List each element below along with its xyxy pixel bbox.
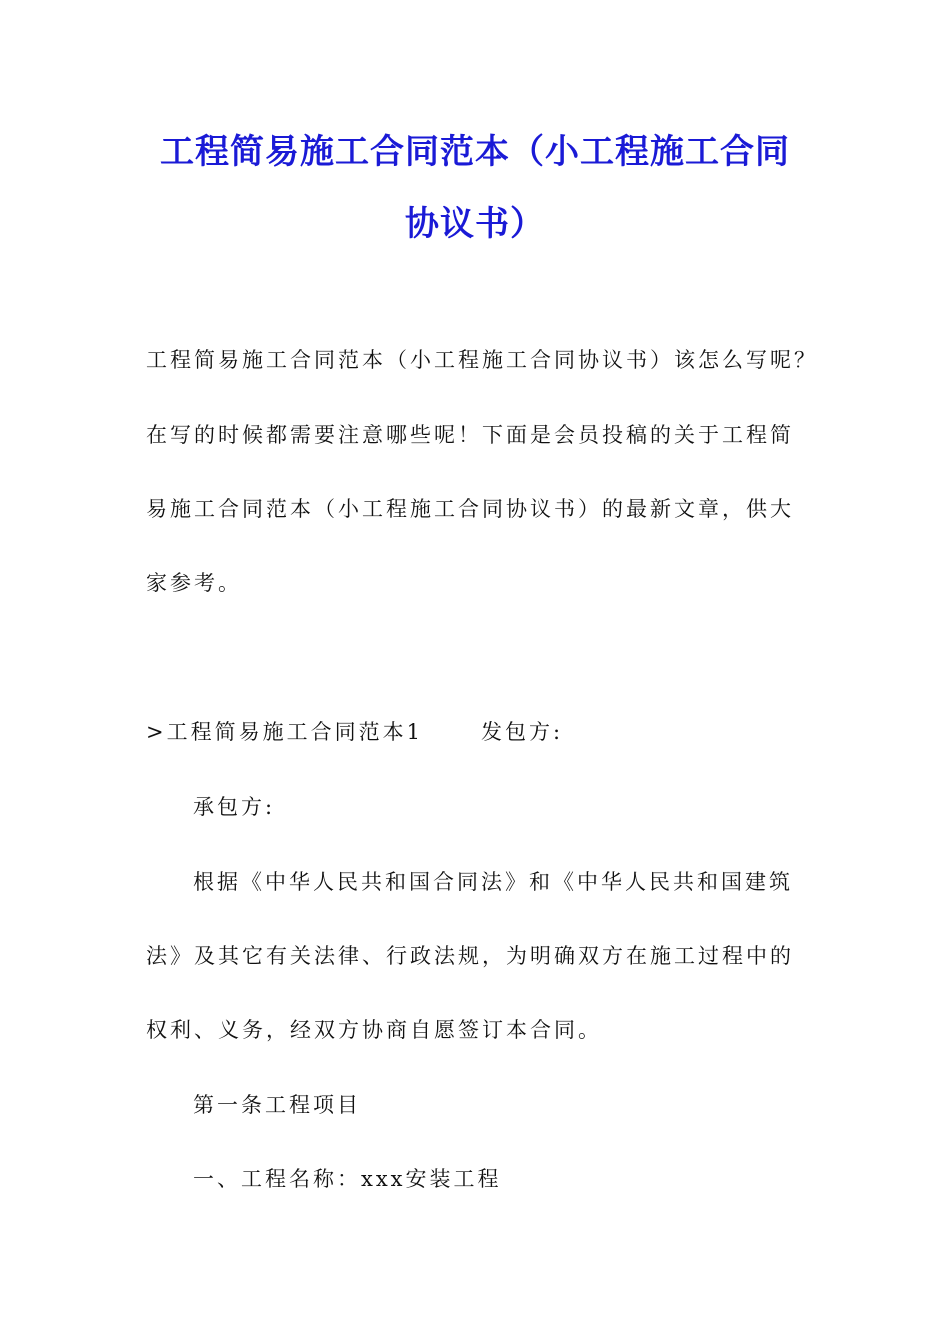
- basis-line-3: 权利、义务，经双方协商自愿签订本合同。: [146, 1018, 602, 1042]
- basis-line-2: 法》及其它有关法律、行政法规，为明确双方在施工过程中的: [146, 944, 794, 968]
- party-a-label: 发包方:: [480, 720, 564, 744]
- basis-line-1: 根据《中华人民共和国合同法》和《中华人民共和国建筑: [193, 870, 793, 894]
- section-heading-line: [146, 717, 563, 747]
- intro-line-3: 易施工合同范本（小工程施工合同协议书）的最新文章，供大: [146, 497, 794, 521]
- intro-line-1: 工程简易施工合同范本（小工程施工合同协议书）该怎么写呢？: [146, 348, 818, 372]
- document-title-line-1: 工程简易施工合同范本（小工程施工合同: [160, 132, 790, 172]
- item-1-project-name: 一、工程名称：xxx安装工程: [193, 1167, 502, 1191]
- article-1-heading: 第一条工程项目: [193, 1093, 361, 1117]
- party-b-label: 承包方:: [193, 795, 276, 819]
- intro-line-4: 家参考。: [146, 571, 242, 595]
- intro-line-2: 在写的时候都需要注意哪些呢！下面是会员投稿的关于工程简: [146, 423, 794, 447]
- section-heading: >工程简易施工合同范本1: [146, 720, 423, 744]
- document-title-line-2: 协议书）: [405, 204, 545, 244]
